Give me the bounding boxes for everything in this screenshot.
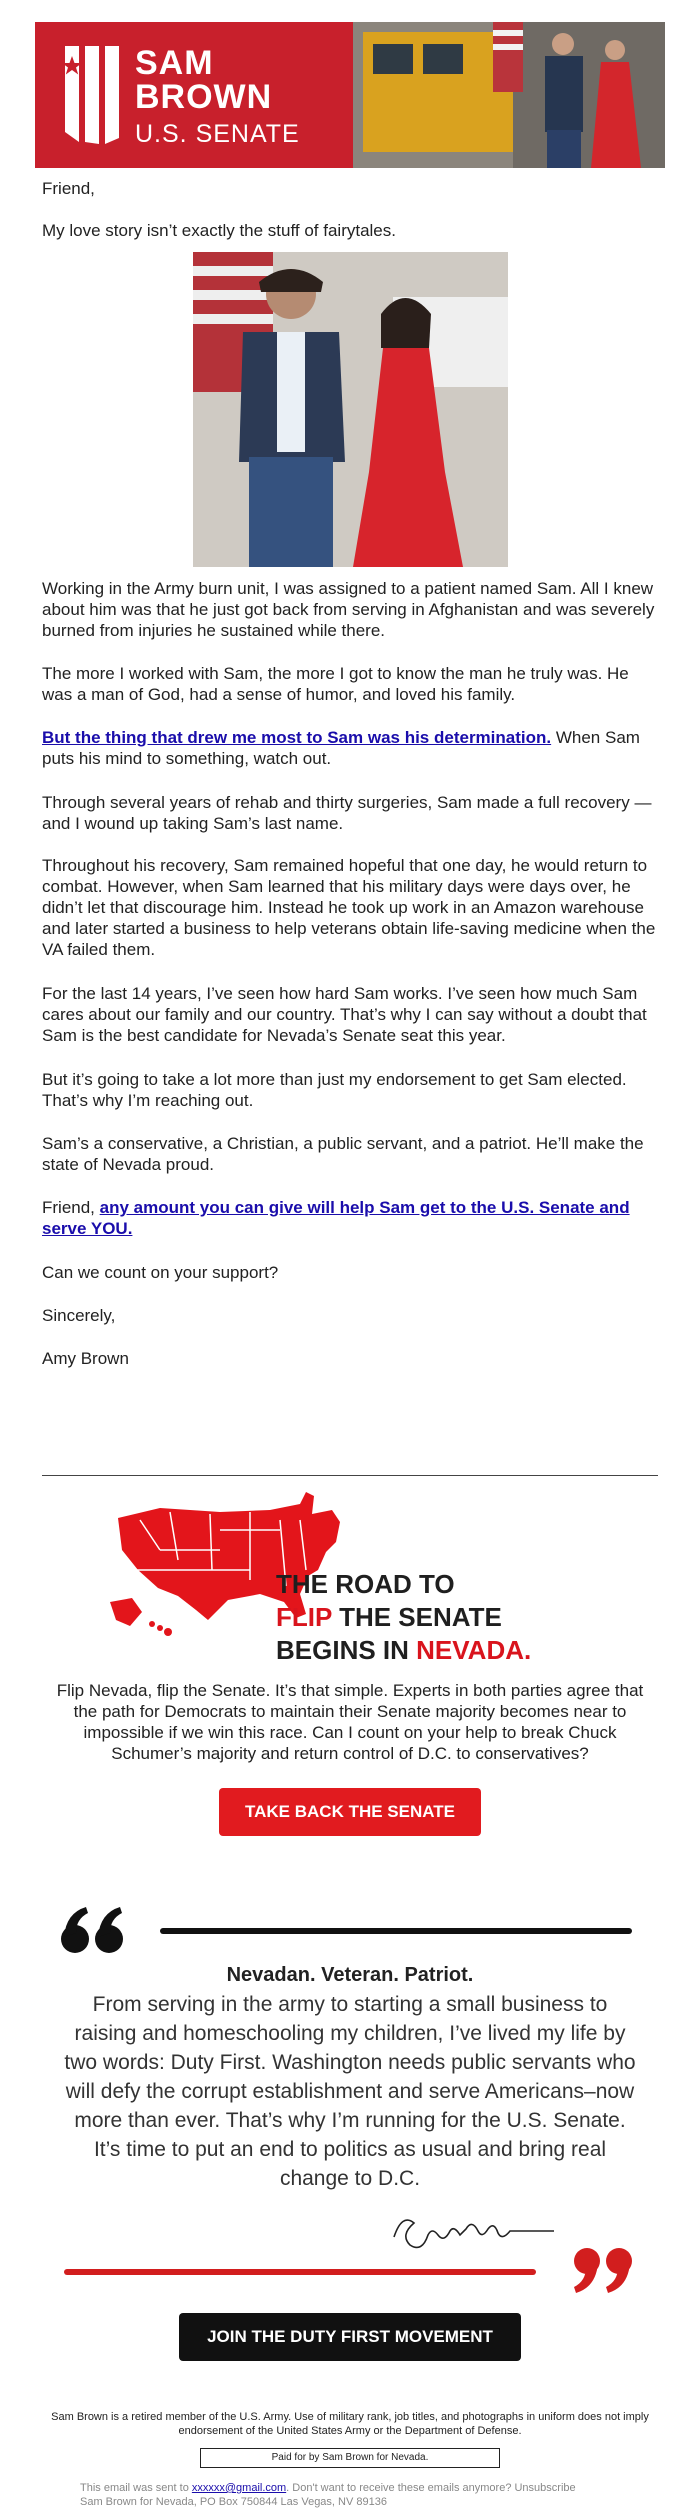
unsubscribe-text[interactable]: . Don't want to receive these emails anymore? Unsubscribe (286, 2482, 576, 2494)
headline-line-3-prefix: BEGINS IN (276, 1635, 417, 1665)
join-duty-first-button[interactable]: JOIN THE DUTY FIRST MOVEMENT (179, 2313, 521, 2361)
footer-sent-prefix: This email was sent to (80, 2482, 192, 2494)
road-to-flip-headline (276, 1568, 536, 1667)
couple-photo (193, 252, 508, 567)
letter-greeting: Friend, (42, 179, 95, 198)
quote-bottom-rule (64, 2269, 536, 2275)
footer-sent-line (80, 2481, 640, 2495)
military-disclaimer: Sam Brown is a retired member of the U.S. Army. Use of military rank, job titles, and photographs in uniform does not imply endorsement of the United States Army or the Department of Defense. (51, 2411, 649, 2437)
headline-flip-word: FLIP (276, 1602, 332, 1632)
letter-paragraph-3 (42, 727, 658, 769)
open-quote-icon (60, 1903, 130, 1959)
logo-name-first: SAM (135, 44, 214, 82)
paid-for-box: Paid for by Sam Brown for Nevada. (200, 2448, 500, 2468)
header-photo-scene (353, 22, 665, 168)
logo-panel (35, 22, 353, 168)
headline-line-2-rest: THE SENATE (331, 1602, 502, 1632)
logo-office: U.S. SENATE (135, 120, 300, 148)
header-photo (353, 22, 665, 168)
letter-paragraph-9 (42, 1197, 658, 1239)
letter-paragraph-7: But it’s going to take a lot more than just my endorsement to get Sam elected. That’s why I’m reaching out. (42, 1070, 627, 1110)
letter-paragraph-10: Can we count on your support? (42, 1263, 279, 1282)
header-banner (35, 22, 665, 168)
section-divider (42, 1475, 658, 1476)
letter-paragraph-2: The more I worked with Sam, the more I got to know the man he truly was. He was a man of God, had a sense of humor, and loved his family. (42, 664, 629, 704)
quote-body: From serving in the army to starting a small business to raising and homeschooling my children, I’ve lived my life by two words: Duty First. Washington needs public servants who will defy the corrupt establishment and serve Americans–now more than ever. That’s why I’m running for the U.S. Senate. It’s time to put an end to politics as usual and bring real change to D.C. (64, 1993, 636, 2190)
quote-top-rule (160, 1928, 632, 1934)
letter-signoff: Sincerely, (42, 1306, 116, 1325)
letter-paragraph-9-prefix: Friend, (42, 1198, 100, 1217)
headline-line-3 (276, 1634, 536, 1667)
close-quote-icon (570, 2245, 636, 2297)
letter-intro: My love story isn’t exactly the stuff of fairytales. (42, 221, 396, 240)
recipient-email-link[interactable]: xxxxxx@gmail.com (191, 2482, 287, 2494)
letter-paragraph-8: Sam’s a conservative, a Christian, a public servant, and a patriot. He’ll make the state of Nevada proud. (42, 1134, 644, 1174)
letter-paragraph-6: For the last 14 years, I’ve seen how hard Sam works. I’ve seen how much Sam cares about our family and our country. That’s why I can say without a doubt that Sam is the best candidate for Nevada’s Senate seat this year. (42, 984, 647, 1045)
headline-line-1: THE ROAD TO (276, 1569, 455, 1599)
letter-paragraph-5: Throughout his recovery, Sam remained hopeful that one day, he would return to combat. However, when Sam learned that his military days were days over, he didn’t let that discourage him. Instead he took up work in an Amazon warehouse and later started a business to help veterans obtain life-saving medicine when the VA failed them. (42, 856, 656, 959)
determination-link[interactable]: But the thing that drew me most to Sam was his determination. (42, 728, 552, 747)
take-back-senate-button[interactable]: TAKE BACK THE SENATE (219, 1788, 481, 1836)
quote-title: Nevadan. Veteran. Patriot. (226, 1964, 474, 1986)
signature-icon (388, 2205, 558, 2255)
footer-address: Sam Brown for Nevada, PO Box 750844 Las Vegas, NV 89136 (80, 2496, 387, 2508)
letter-paragraph-1: Working in the Army burn unit, I was assigned to a patient named Sam. All I knew about him was that he just got back from serving in Afghanistan and was severely burned from injuries he sustained while there. (42, 579, 655, 640)
flip-nevada-paragraph: Flip Nevada, flip the Senate. It’s that simple. Experts in both parties agree that the path for Democrats to maintain their Senate majority becomes near to impossible if we win this race. Can I count on your help to break Chuck Schumer’s majority and return control of D.C. to conservatives? (56, 1681, 644, 1763)
headline-line-2 (276, 1601, 536, 1634)
letter-paragraph-4: Through several years of rehab and thirty surgeries, Sam made a full recovery — and I wound up taking Sam’s last name. (42, 793, 652, 833)
logo-name-last: BROWN (135, 78, 273, 116)
couple-photo-scene (193, 252, 508, 567)
footer-text (80, 2481, 640, 2509)
donate-link[interactable]: any amount you can give will help Sam get to the U.S. Senate and serve YOU. (42, 1198, 630, 1238)
headline-state: NEVADA. (416, 1635, 532, 1665)
letter-signer: Amy Brown (42, 1349, 129, 1368)
letter-paragraph-3-rest: When Sam puts his mind to something, watch out. (42, 728, 640, 768)
flag-bars-star-icon (59, 42, 125, 148)
